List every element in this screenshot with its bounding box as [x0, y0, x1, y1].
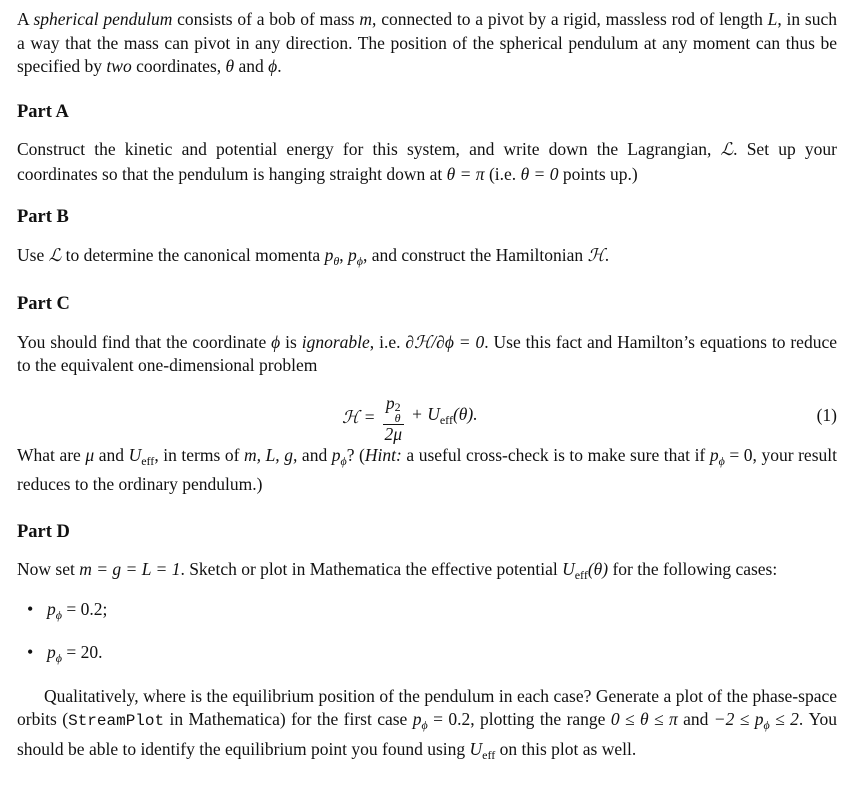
- math-var: μ: [85, 444, 95, 465]
- problem-document: [17, 8, 837, 767]
- math-var: p: [47, 598, 56, 619]
- math-expr: m = g = L = 1: [79, 559, 181, 579]
- text: = 20.: [61, 642, 103, 662]
- text: Use: [17, 244, 49, 265]
- text: What are: [17, 444, 86, 465]
- text: and: [94, 444, 129, 465]
- math-var: p: [709, 444, 719, 465]
- part-a-paragraph: [17, 138, 837, 186]
- text: , and construct the Hamiltonian: [362, 244, 588, 265]
- part-d-paragraph: [17, 558, 837, 588]
- fraction-denominator: 2μ: [384, 423, 403, 444]
- text: . Set up your coordinates so that the pendulum is hanging straight down at: [17, 139, 837, 184]
- text: .: [277, 56, 282, 76]
- text: on this plot as well.: [495, 738, 637, 759]
- text: consists of a bob of mass: [172, 9, 360, 29]
- math-expr: ≤ 2: [769, 709, 799, 729]
- emph-text: Hint:: [364, 444, 402, 465]
- math-expr: θ = π: [446, 163, 485, 184]
- math-subscript: ϕ: [55, 651, 62, 665]
- text: , i.e.: [369, 331, 406, 352]
- text: . Use this fact and Hamilton’s equations to reduce to the equivalent one-dimensional problem: [17, 331, 837, 375]
- part-b-paragraph: [17, 244, 837, 274]
- sup-sub-stack: [394, 399, 401, 425]
- text: is: [280, 331, 302, 352]
- math-subscript: eff: [439, 413, 453, 428]
- equation-fraction: [381, 394, 405, 443]
- math-var: p: [385, 392, 395, 413]
- text: , connected to a pivot by a rigid, massless rod of length: [372, 9, 768, 29]
- math-var: p: [47, 642, 56, 662]
- math-symbol: ℒ: [720, 140, 734, 160]
- code-text: StreamPlot: [68, 712, 165, 730]
- part-c-question: [17, 444, 837, 497]
- text: . Sketch or plot in Mathematica the effective potential: [180, 559, 563, 579]
- text: ? (: [346, 444, 365, 465]
- list-item: [47, 641, 837, 671]
- part-a-heading: Part A: [17, 101, 69, 122]
- math-subscript: ϕ: [55, 607, 62, 622]
- equation-number: (1): [816, 404, 837, 425]
- math-subscript: eff: [482, 747, 496, 762]
- part-c-heading: Part C: [17, 294, 70, 314]
- math-expr: + U: [411, 404, 440, 425]
- math-var: θ: [225, 56, 235, 76]
- intro-paragraph: [17, 8, 837, 79]
- math-expr: (θ): [587, 559, 609, 579]
- part-d-heading: Part D: [17, 521, 70, 542]
- text: and: [677, 709, 714, 729]
- part-c-paragraph: [17, 331, 837, 378]
- math-expr: (θ).: [452, 404, 478, 425]
- text: = 0, your result reduces to the ordinary pendulum.): [17, 444, 837, 494]
- math-subscript: ϕ: [421, 718, 428, 732]
- fraction-numerator: [383, 394, 404, 425]
- math-subscript: θ: [394, 410, 401, 425]
- math-var: p: [331, 444, 341, 465]
- math-var: m: [359, 9, 373, 29]
- text: to determine the canonical momenta: [61, 244, 325, 265]
- math-symbol: ℋ: [587, 245, 605, 266]
- equation-lhs: ℋ =: [342, 407, 376, 428]
- math-var: ϕ: [271, 331, 281, 352]
- text: = 0.2, plotting the range: [427, 709, 611, 729]
- text: Qualitatively, where is the equilibrium position of the pendulum in each case? Generate a plot of the phase-space orbits (: [17, 685, 837, 729]
- text: points up.): [558, 163, 638, 184]
- text: and: [234, 56, 269, 76]
- equation-rhs: [411, 403, 478, 433]
- math-var: U: [128, 444, 142, 465]
- emph-text: ignorable: [301, 331, 370, 352]
- part-b-heading: Part B: [17, 207, 69, 227]
- cases-list: [17, 598, 837, 671]
- math-var: p: [347, 244, 357, 265]
- text: a useful cross-check is to make sure that if: [401, 444, 710, 465]
- text: coordinates,: [131, 56, 226, 76]
- math-superscript: 2: [394, 399, 401, 414]
- math-expr: θ = 0: [520, 163, 559, 184]
- math-expr: −2 ≤ p: [713, 709, 764, 729]
- text: .: [604, 244, 610, 265]
- text: Now set: [17, 559, 80, 579]
- text: and: [297, 444, 332, 465]
- math-subscript: eff: [141, 453, 155, 468]
- text: Construct the kinetic and potential energy for this system, and write down the Lagrangian,: [17, 139, 721, 159]
- math-subscript: ϕ: [340, 453, 347, 468]
- text: = 0.2;: [61, 598, 108, 619]
- math-var: p: [324, 244, 334, 265]
- math-subscript: ϕ: [718, 453, 725, 468]
- math-expr: 0 ≤ θ ≤ π: [610, 709, 678, 729]
- math-var: ϕ: [268, 56, 278, 76]
- part-d-question: [17, 685, 837, 768]
- math-var: L: [767, 9, 778, 29]
- text: ,: [339, 244, 348, 265]
- equation-1: [17, 392, 837, 442]
- math-expr: ∂ℋ/∂ϕ = 0: [405, 331, 485, 352]
- text: You should find that the coordinate: [17, 331, 272, 352]
- math-var: U: [469, 738, 483, 759]
- equation-body: [342, 394, 478, 443]
- math-subscript: eff: [574, 568, 588, 582]
- math-var: p: [412, 709, 422, 729]
- math-subscript: ϕ: [763, 718, 770, 732]
- emph-text: two: [106, 56, 132, 76]
- math-subscript: ϕ: [356, 253, 363, 268]
- list-item: [47, 598, 837, 628]
- emph-text: spherical pendulum: [33, 9, 173, 29]
- math-var: U: [562, 559, 575, 579]
- math-expr: m, L, g,: [244, 444, 298, 465]
- text: A: [17, 9, 34, 29]
- text: (i.e.: [484, 163, 521, 184]
- math-subscript: θ: [333, 253, 340, 268]
- text: in Mathematica) for the first case: [164, 709, 413, 729]
- text: , in such a way that the mass can pivot in any direction. The position of the spherical pendulum at any moment can thus be specified by: [17, 9, 837, 76]
- text: for the following cases:: [608, 559, 778, 579]
- text: , in terms of: [154, 444, 244, 465]
- math-symbol: ℒ: [48, 245, 62, 266]
- text: . You should be able to identify the equilibrium point you found using: [17, 709, 838, 759]
